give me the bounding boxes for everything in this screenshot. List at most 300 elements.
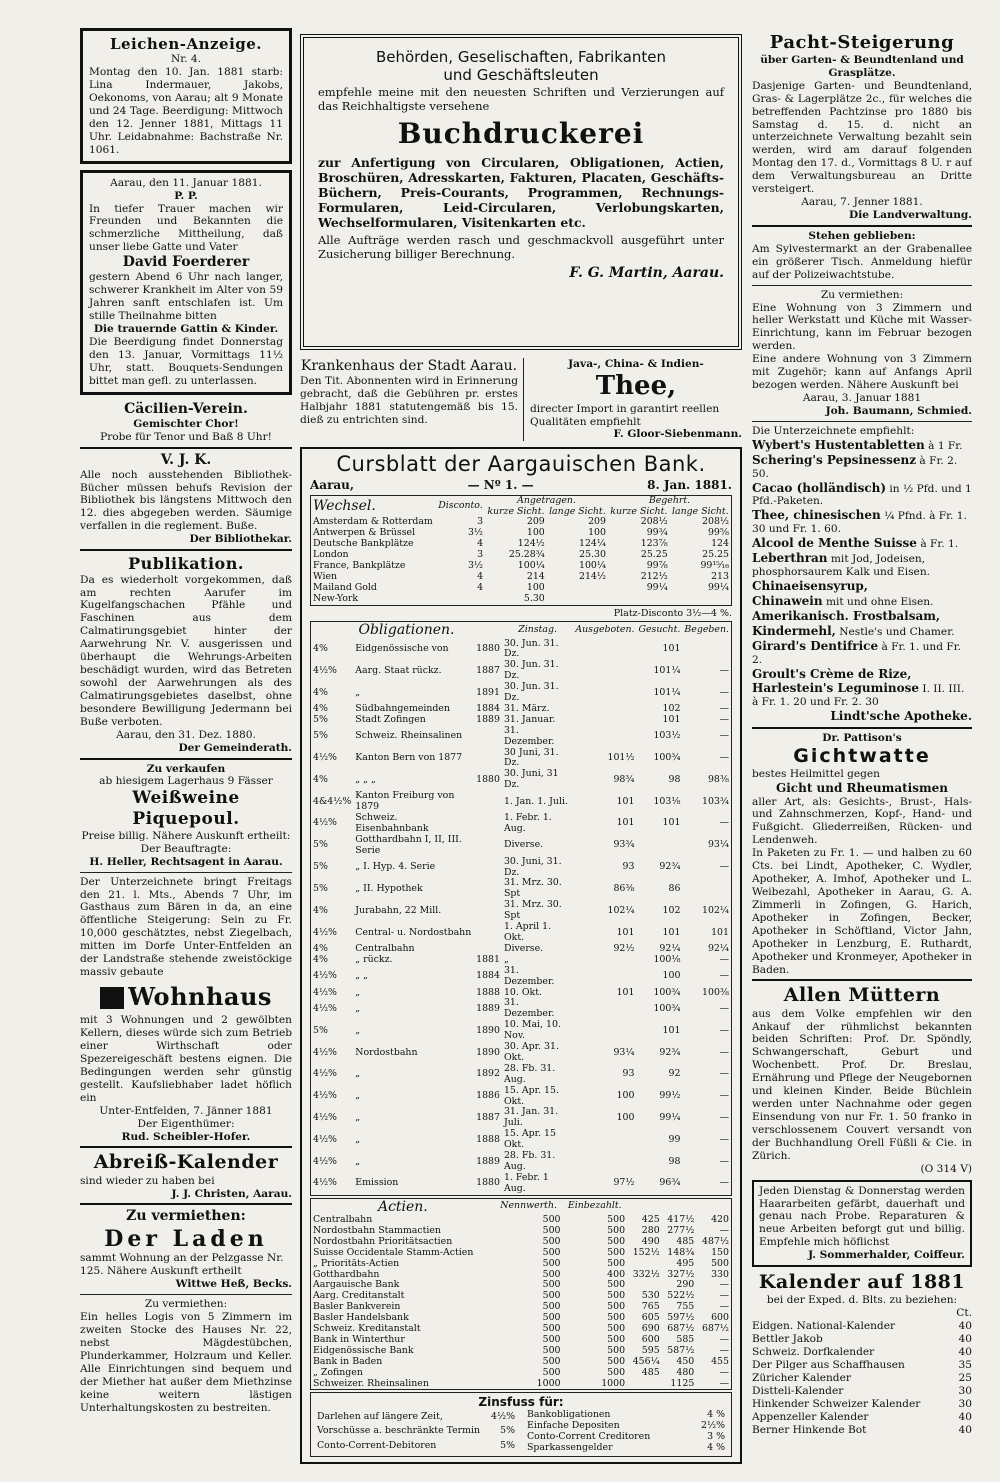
coiffeur-signature: J. Sommerhalder, Coiffeur. bbox=[808, 1249, 965, 1262]
house-icon bbox=[100, 987, 124, 1009]
table-row bbox=[315, 1425, 517, 1440]
table-cell: Schweizer. Rheinsalinen bbox=[313, 1377, 429, 1389]
table-cell: 152½ bbox=[632, 1246, 660, 1258]
table-cell: — bbox=[719, 1046, 729, 1058]
table-cell: 212½ bbox=[640, 570, 668, 582]
apotheke-item bbox=[752, 639, 972, 667]
table-cell: 99¹⁵⁄₁₆ bbox=[700, 560, 729, 572]
kalender-item bbox=[752, 1320, 972, 1333]
table-cell bbox=[474, 900, 502, 922]
table-cell: Centralbahn bbox=[355, 942, 415, 954]
vermiethen-title: Zu vermiethen: bbox=[820, 288, 904, 301]
obituary-date: Aarau, den 11. Januar 1881. bbox=[110, 176, 262, 189]
table-cell: 530 bbox=[641, 1290, 660, 1302]
apotheke-item-name: Groult's Crème de Rize, bbox=[752, 666, 912, 681]
apotheke-item bbox=[752, 481, 972, 509]
table-cell: 500 bbox=[607, 1213, 626, 1225]
table-cell: Basler Bankverein bbox=[313, 1301, 401, 1313]
table-cell: 209 bbox=[526, 516, 545, 528]
table-cell: 1880 bbox=[476, 1177, 500, 1189]
table-cell: 3 bbox=[477, 549, 484, 561]
wohnhaus-date: Unter-Entfelden, 7. Jänner 1881 bbox=[99, 1104, 273, 1117]
apotheke-item-name: Schering's Pepsinessenz bbox=[752, 452, 917, 467]
thee-signature: F. Gloor-Siebenmann. bbox=[613, 428, 742, 441]
table-cell: 101 bbox=[616, 926, 635, 938]
table-cell: 100¾ bbox=[653, 752, 681, 764]
begeben-header: Begeben. bbox=[684, 623, 729, 635]
druck-title: Buchdruckerei bbox=[397, 116, 645, 150]
table-cell: Nordostbahn Stammactien bbox=[313, 1224, 441, 1236]
table-cell: „ rückz. bbox=[355, 953, 393, 965]
kalender-item-price: 25 bbox=[958, 1371, 972, 1384]
obituary-text: In tiefer Trauer machen wir Freunden und Bekannten die schmerzliche Mittheilung, daß unser liebe Gatte und Vater bbox=[89, 202, 283, 254]
table-cell: 99¾ bbox=[646, 527, 668, 539]
wohnhaus-title: Wohnhaus bbox=[128, 981, 272, 1011]
table-cell: Antwerpen & Brüssel bbox=[313, 527, 416, 539]
table-row bbox=[311, 1248, 732, 1259]
table-cell: 5% bbox=[313, 882, 328, 894]
table-cell: 5% bbox=[313, 730, 328, 742]
table-cell: — bbox=[719, 686, 729, 698]
publikation-date: Aarau, den 31. Dez. 1880. bbox=[116, 728, 256, 741]
table-cell: Deutsche Bankplätze bbox=[313, 538, 414, 550]
table-cell: — bbox=[719, 1290, 729, 1302]
table-cell: 490 bbox=[641, 1235, 660, 1247]
table-cell: France, Bankplätze bbox=[313, 560, 406, 572]
table-cell: 30. Jun. 31. Dz. bbox=[503, 681, 559, 704]
muetter-title: Allen Müttern bbox=[783, 984, 941, 1007]
table-cell: 2½% bbox=[701, 1420, 725, 1431]
table-cell: 500 bbox=[542, 1301, 561, 1313]
table-cell: 96¾ bbox=[659, 1177, 681, 1189]
table-cell: 500 bbox=[607, 1344, 626, 1356]
table-cell: 450 bbox=[676, 1355, 695, 1367]
course-date: 8. Jan. 1881. bbox=[647, 478, 732, 493]
table-cell: 1889 bbox=[476, 1155, 500, 1167]
table-cell: 150 bbox=[711, 1246, 729, 1258]
stehen-title: Stehen geblieben: bbox=[808, 229, 916, 242]
table-cell: — bbox=[719, 1344, 729, 1356]
table-cell: Gotthardbahn I, II, III. Serie bbox=[355, 833, 462, 856]
abreiss-title: Abreiß-Kalender bbox=[93, 1151, 279, 1174]
stehen-text: Am Sylvestermarkt an der Grabenallee ein größerer Tisch. Anmeldung hiefür auf der Polizeiwachtstube. bbox=[752, 242, 972, 281]
table-cell: 500 bbox=[542, 1257, 561, 1269]
table-cell: — bbox=[719, 1301, 729, 1313]
table-cell: Nordostbahn bbox=[355, 1046, 418, 1058]
table-cell: 4% bbox=[313, 904, 328, 916]
apotheke-item bbox=[752, 579, 972, 594]
table-cell: 4½% bbox=[313, 1090, 337, 1102]
divider bbox=[80, 758, 292, 760]
table-cell: Emission bbox=[355, 1177, 399, 1189]
apotheke-item-name: Thee, chinesischen bbox=[752, 508, 881, 523]
table-row bbox=[311, 998, 732, 1020]
table-cell: 500 bbox=[607, 1333, 626, 1345]
table-cell bbox=[474, 857, 502, 879]
divider bbox=[752, 727, 972, 729]
table-cell: 1887 bbox=[476, 1111, 500, 1123]
printing-ad-box bbox=[300, 34, 742, 350]
table-cell: 148¾ bbox=[667, 1246, 695, 1258]
table-cell: Basler Handelsbank bbox=[313, 1312, 409, 1324]
table-cell: — bbox=[719, 970, 729, 982]
zinsfuss-left bbox=[315, 1410, 517, 1454]
kalender-item-name: Berner Hinkende Bot bbox=[752, 1423, 867, 1436]
table-cell: 5% bbox=[313, 839, 328, 851]
table-cell: 123⅞ bbox=[640, 538, 668, 550]
table-cell: „ bbox=[355, 986, 361, 998]
table-cell: — bbox=[719, 1024, 729, 1036]
kalender-unit: Ct. bbox=[956, 1307, 972, 1320]
table-cell: 597½ bbox=[667, 1312, 695, 1324]
table-cell bbox=[474, 835, 502, 857]
table-cell bbox=[682, 639, 731, 661]
table-cell bbox=[573, 682, 636, 704]
table-cell: 4½% bbox=[313, 1133, 337, 1145]
table-cell: 1884 bbox=[476, 970, 500, 982]
table-cell: 5% bbox=[500, 1425, 515, 1437]
table-cell bbox=[573, 704, 636, 715]
table-row bbox=[525, 1443, 727, 1454]
table-cell: 100 bbox=[616, 1111, 635, 1123]
caecilien-title: Cäcilien-Verein. bbox=[124, 400, 248, 417]
table-cell: „ bbox=[355, 1024, 361, 1036]
table-row bbox=[311, 1107, 732, 1129]
weiss-title: Weißweine Piquepoul. bbox=[132, 788, 240, 830]
table-cell: 500 bbox=[607, 1235, 626, 1247]
table-cell: „ bbox=[355, 1155, 361, 1167]
vjk-text: Alle noch ausstehenden Bibliothek-Bücher müssen behufs Revision der Bibliothek bis längstens Mittwoch den 12. dies abgegeben werden. Säumige verfallen in die reglement. Buße. bbox=[80, 468, 292, 533]
table-cell: 100 bbox=[616, 1090, 635, 1102]
table-cell bbox=[474, 748, 502, 770]
table-cell: 687½ bbox=[667, 1323, 695, 1335]
table-cell bbox=[474, 878, 502, 900]
table-cell: 500 bbox=[542, 1323, 561, 1335]
table-cell: 4½% bbox=[313, 1046, 337, 1058]
table-cell: 456¼ bbox=[632, 1355, 660, 1367]
table-cell: 4 bbox=[477, 581, 484, 593]
kalender-item bbox=[752, 1424, 972, 1437]
table-row bbox=[311, 1379, 732, 1390]
thee-title: Thee, bbox=[595, 370, 677, 401]
vermiethen-text2: Eine andere Wohnung von 3 Zimmern mit Zugehör; kann auf Anfangs April bezogen werden. Nähere Auskunft bei bbox=[752, 353, 972, 392]
table-cell: 99¼ bbox=[707, 581, 729, 593]
table-cell: 97½ bbox=[613, 1177, 635, 1189]
table-cell: 500 bbox=[607, 1312, 626, 1324]
table-row bbox=[311, 1259, 732, 1270]
table-cell: 101¼ bbox=[653, 686, 681, 698]
apotheke-item bbox=[752, 609, 972, 624]
table-cell: 417½ bbox=[667, 1213, 695, 1225]
table-cell: 500 bbox=[542, 1312, 561, 1324]
caecilien-text: Probe für Tenor und Baß 8 Uhr! bbox=[100, 430, 272, 443]
table-cell: 690 bbox=[641, 1323, 660, 1335]
apotheke-item-detail: à Fr. 1. und Fr. 2. bbox=[752, 640, 962, 666]
table-cell: 30. Juni, 31 Dz. bbox=[503, 768, 559, 791]
kranken-text: Den Tit. Abonnenten wird in Erinnerung gebracht, daß die Gebühren pr. erstes Halbjahr 1881 statutengemäß bis 15. dieß zu entrichten sind. bbox=[300, 375, 518, 426]
table-cell: 327½ bbox=[667, 1268, 695, 1280]
table-cell: 100¼ bbox=[579, 560, 606, 572]
table-cell: „ Zofingen bbox=[313, 1366, 363, 1378]
table-cell: 86⅜ bbox=[613, 882, 635, 894]
table-cell: — bbox=[719, 730, 729, 742]
thee-pre: Java-, China- & Indien- bbox=[568, 358, 704, 370]
divider bbox=[80, 1146, 292, 1148]
table-cell: 101 bbox=[662, 1024, 681, 1036]
table-cell: 4½% bbox=[313, 1111, 337, 1123]
table-cell: 485 bbox=[676, 1235, 695, 1247]
table-cell: 4% bbox=[313, 686, 328, 698]
table-cell: 124½ bbox=[517, 538, 545, 550]
table-cell: — bbox=[719, 1090, 729, 1102]
table-cell: Mailand Gold bbox=[313, 581, 377, 593]
table-cell bbox=[474, 813, 502, 835]
table-cell: 1881 bbox=[476, 953, 500, 965]
table-cell bbox=[573, 726, 636, 748]
table-cell: 585 bbox=[676, 1333, 695, 1345]
table-row bbox=[311, 1020, 732, 1042]
table-cell: 1892 bbox=[476, 1068, 500, 1080]
wohnhaus-text: Der Unterzeichnete bringt Freitags den 21. l. Mts., Abends 7 Uhr, im Gasthaus zum Bären in da, an eine öffentliche Steigerung: Sein zu Fr. 10,000 geschätztes, nebst Ziegelbach, mitten im Dorfe Unter-Entfelden an der Landstraße stehende zweistöckige massiv gebaute bbox=[80, 875, 292, 979]
table-cell: 4½% bbox=[313, 986, 337, 998]
table-cell: 92½ bbox=[613, 942, 635, 954]
table-row bbox=[311, 955, 732, 966]
table-cell bbox=[573, 1129, 636, 1151]
kalender-item-name: Eidgen. National-Kalender bbox=[752, 1320, 896, 1333]
table-cell: 92 bbox=[668, 1068, 681, 1080]
kalender-item bbox=[752, 1346, 972, 1359]
table-cell: 101 bbox=[662, 642, 681, 654]
table-cell bbox=[573, 998, 636, 1020]
table-cell: 214 bbox=[526, 570, 545, 582]
weiss-text: ab hiesigem Lagerhaus 9 Fässer bbox=[99, 775, 273, 788]
vjk-signature: Der Bibliothekar. bbox=[189, 533, 292, 546]
gicht-title: Gichtwatte bbox=[793, 744, 931, 767]
actien-table bbox=[310, 1198, 732, 1391]
table-cell: Aarg. Staat rückz. bbox=[355, 664, 442, 676]
table-row bbox=[311, 857, 732, 879]
table-cell: 208½ bbox=[640, 516, 668, 528]
table-cell: 500 bbox=[607, 1301, 626, 1313]
table-cell: 400 bbox=[607, 1268, 626, 1280]
table-cell: 480 bbox=[676, 1366, 695, 1378]
table-cell: 30 Juni, 31. Dz. bbox=[503, 746, 559, 769]
table-cell: 92¼ bbox=[659, 942, 681, 954]
table-cell: — bbox=[719, 752, 729, 764]
table-cell: 100⅜ bbox=[702, 986, 729, 998]
table-cell: 4½% bbox=[313, 817, 337, 829]
table-cell: 4 bbox=[477, 570, 484, 582]
table-cell: 500 bbox=[542, 1344, 561, 1356]
table-cell: 1. Febr. 1. Aug. bbox=[503, 812, 552, 834]
apotheke-item-name: Wybert's Hustentabletten bbox=[752, 437, 925, 452]
obituary-name: David Foerderer bbox=[122, 254, 250, 271]
kalender-list bbox=[752, 1307, 972, 1436]
table-cell: Eidgenössische von bbox=[355, 642, 449, 654]
kalender-item-price: 35 bbox=[958, 1358, 972, 1371]
table-row bbox=[311, 1357, 732, 1368]
table-cell: Central- u. Nordostbahn bbox=[355, 926, 472, 938]
table-cell: 522½ bbox=[667, 1290, 695, 1302]
table-cell: 487½ bbox=[702, 1235, 729, 1247]
table-cell: Stadt Zofingen bbox=[355, 713, 426, 725]
table-cell bbox=[573, 715, 636, 726]
course-number: — Nº 1. — bbox=[467, 478, 534, 493]
table-cell: 124 bbox=[711, 538, 729, 550]
table-cell: Wien bbox=[313, 570, 338, 582]
zinsfuss-header: Zinsfuss für: bbox=[478, 1395, 564, 1410]
publikation-title: Publikation. bbox=[128, 554, 244, 574]
wechsel-table bbox=[310, 495, 732, 606]
wohnhaus-sig2: Rud. Scheibler-Hofer. bbox=[121, 1130, 251, 1143]
table-cell: „ II. Hypothek bbox=[355, 882, 423, 894]
divider bbox=[752, 285, 972, 286]
table-cell bbox=[627, 1259, 662, 1270]
table-row bbox=[311, 769, 732, 791]
apotheke-list bbox=[752, 438, 972, 710]
druck-signature: F. G. Martin, Aarau. bbox=[569, 265, 724, 282]
table-cell: 500 bbox=[607, 1224, 626, 1236]
apotheke-item-detail: à 1 Fr. bbox=[928, 439, 963, 452]
table-cell: 500 bbox=[607, 1290, 626, 1302]
table-cell: 500 bbox=[607, 1355, 626, 1367]
table-cell: Eidgenössische Bank bbox=[313, 1344, 414, 1356]
actien-body bbox=[311, 1215, 732, 1390]
table-row bbox=[311, 561, 732, 572]
table-cell: 5% bbox=[313, 861, 328, 873]
ausgeboten-header: Ausgeboten. bbox=[575, 623, 635, 635]
obituary-text3: Die Beerdigung findet Donnerstag den 13. Januar, Vormittags 11½ Uhr, statt. Bouquets-Sendungen bittet man gefl. zu unterlassen. bbox=[89, 335, 283, 387]
table-cell: 98 bbox=[668, 1155, 681, 1167]
table-cell: 5% bbox=[313, 1024, 328, 1036]
table-cell: 1891 bbox=[476, 686, 500, 698]
apotheke-item-name: Amerikanisch. Frostbalsam, bbox=[752, 608, 941, 623]
oblig-header: Obligationen. bbox=[358, 622, 455, 639]
table-row bbox=[311, 1042, 732, 1064]
kalender-item-name: Züricher Kalender bbox=[752, 1371, 851, 1384]
apotheke-intro: Die Unterzeichnete empfiehlt: bbox=[752, 424, 915, 437]
table-cell: 92¾ bbox=[659, 861, 681, 873]
table-cell: New-York bbox=[313, 592, 359, 604]
kalender-item-name: Bettler Jakob bbox=[752, 1333, 823, 1346]
table-cell bbox=[682, 878, 731, 900]
coiffeur-box bbox=[752, 1180, 972, 1268]
table-cell bbox=[608, 594, 670, 605]
table-cell: 600 bbox=[641, 1333, 660, 1345]
table-cell: 425 bbox=[641, 1213, 660, 1225]
gicht-sub: Gicht und Rheumatismen bbox=[775, 780, 949, 795]
table-cell: 277½ bbox=[667, 1224, 695, 1236]
table-cell: 4½% bbox=[313, 1002, 337, 1014]
kalender-item-name: Appenzeller Kalender bbox=[752, 1410, 869, 1423]
divider bbox=[752, 421, 972, 422]
table-cell: 100⅛ bbox=[653, 953, 681, 965]
apotheke-item-detail: in ½ Pfd. und 1 Pfd.-Paketen. bbox=[752, 482, 972, 508]
wechsel-beg-header: Begehrt. bbox=[648, 494, 691, 506]
apotheke-item-detail: I. II. III. à Fr. 1. 20 und Fr. 2. 30 bbox=[752, 683, 965, 709]
laden-pre: Zu vermiethen: bbox=[126, 1208, 246, 1225]
table-cell: 103⅛ bbox=[653, 795, 681, 807]
table-row bbox=[311, 748, 732, 770]
platz-disconto: Platz-Disconto 3½—4 %. bbox=[613, 607, 732, 619]
table-cell: 86 bbox=[668, 882, 681, 894]
table-cell: 10. Mai, 10. Nov. bbox=[503, 1019, 561, 1042]
table-cell: 1884 bbox=[476, 702, 500, 714]
kalender-item-price: 40 bbox=[958, 1410, 972, 1423]
table-cell: 4&4½% bbox=[313, 795, 352, 807]
table-cell: 103¾ bbox=[702, 795, 729, 807]
table-cell bbox=[573, 966, 636, 988]
apotheke-item-name: Girard's Dentifrice bbox=[752, 638, 879, 653]
obituary-pp: P. P. bbox=[174, 189, 198, 202]
table-row bbox=[311, 1086, 732, 1108]
einbezahlt-header: Einbezahlt. bbox=[567, 1200, 622, 1212]
obituary-box bbox=[80, 170, 292, 395]
apotheke-item bbox=[752, 624, 972, 639]
table-cell: 3 % bbox=[707, 1430, 725, 1442]
apotheke-item bbox=[752, 551, 972, 579]
table-cell bbox=[474, 726, 502, 748]
table-cell: 5.30 bbox=[523, 592, 545, 604]
kalender-item bbox=[752, 1385, 972, 1398]
kalender-item-name: Distteli-Kalender bbox=[752, 1384, 844, 1397]
apotheke-item bbox=[752, 594, 972, 609]
table-cell: 3 bbox=[477, 516, 484, 528]
table-cell: 3½ bbox=[467, 560, 484, 572]
table-cell: 1000 bbox=[601, 1377, 626, 1389]
table-cell bbox=[547, 594, 608, 605]
table-cell: 1887 bbox=[476, 664, 500, 676]
table-cell: 4 % bbox=[707, 1441, 725, 1453]
table-cell: — bbox=[719, 817, 729, 829]
gicht-text3: In Paketen zu Fr. 1. — und halben zu 60 Cts. bei Lindt, Apotheker, C. Wydler, Apotheker, A. Imhof, Apotheker und L. Weibezahl, Apotheker in Aarau, G. A. Zimmerli in Zofingen, G. Harich, Apotheker in Zofingen, Becker, Apotheker in Schöftland, Victor Jahn, Apotheker in Lenzburg, E. Ruthardt, Apotheker und Kronmeyer, Apotheker in Baden. bbox=[752, 847, 972, 976]
table-cell: Nordostbahn Prioritätsactien bbox=[313, 1235, 453, 1247]
table-cell: „ I. Hyp. 4. Serie bbox=[355, 861, 436, 873]
table-cell: 500 bbox=[607, 1366, 626, 1378]
table-cell: 31. Januar. bbox=[503, 713, 556, 725]
pacht-text: Dasjenige Garten- und Beundtenland, Gras- & Lagerplätze 2c., für welches die betreffenden Pachtzinse pro 1880 bis Samstag d. 15. d. nicht an unterzeichnete Verwaltung bezahlt sein werden, wird am darauf folgenden Montag den 17. d., Vormittags 8 U. r auf dem Verwaltungsbureau an Dritte versteigert. bbox=[752, 79, 972, 196]
divider bbox=[80, 1294, 292, 1295]
apotheke-item-name: Chinaeisensyrup, bbox=[752, 578, 868, 593]
wechsel-body bbox=[311, 517, 732, 605]
table-cell: 28. Fb. 31. Aug. bbox=[503, 1062, 556, 1085]
table-cell: 765 bbox=[641, 1301, 660, 1313]
oblig-table bbox=[310, 621, 732, 1195]
table-row bbox=[311, 682, 732, 704]
table-cell: 500 bbox=[607, 1246, 626, 1258]
muetter-code: (O 314 V) bbox=[920, 1162, 972, 1175]
abreiss-signature: J. J. Christen, Aarau. bbox=[171, 1187, 292, 1200]
table-cell: 101 bbox=[616, 986, 635, 998]
table-cell: 25.25 bbox=[640, 549, 668, 561]
table-cell: Kanton Freiburg von 1879 bbox=[355, 790, 455, 813]
table-row bbox=[311, 900, 732, 922]
apotheke-item-name: Kindermehl, bbox=[752, 623, 836, 638]
table-cell bbox=[436, 594, 485, 605]
table-cell: 1880 bbox=[476, 773, 500, 785]
table-cell: „ bbox=[355, 1133, 361, 1145]
table-cell: 1890 bbox=[476, 1046, 500, 1058]
table-cell: 455 bbox=[711, 1355, 729, 1367]
kranken-title: Krankenhaus der Stadt Aarau. bbox=[300, 358, 518, 374]
gicht-text1: bestes Heilmittel gegen bbox=[752, 768, 880, 780]
table-row bbox=[315, 1439, 517, 1454]
druck-text-1: empfehle meine mit den neuesten Schriften und Verzierungen auf das Reichhaltigste versehene bbox=[318, 84, 724, 113]
apotheke-item bbox=[752, 453, 972, 481]
gesucht-header: Gesucht. bbox=[638, 623, 681, 635]
table-cell: 755 bbox=[676, 1301, 695, 1313]
kalender-item bbox=[752, 1359, 972, 1372]
